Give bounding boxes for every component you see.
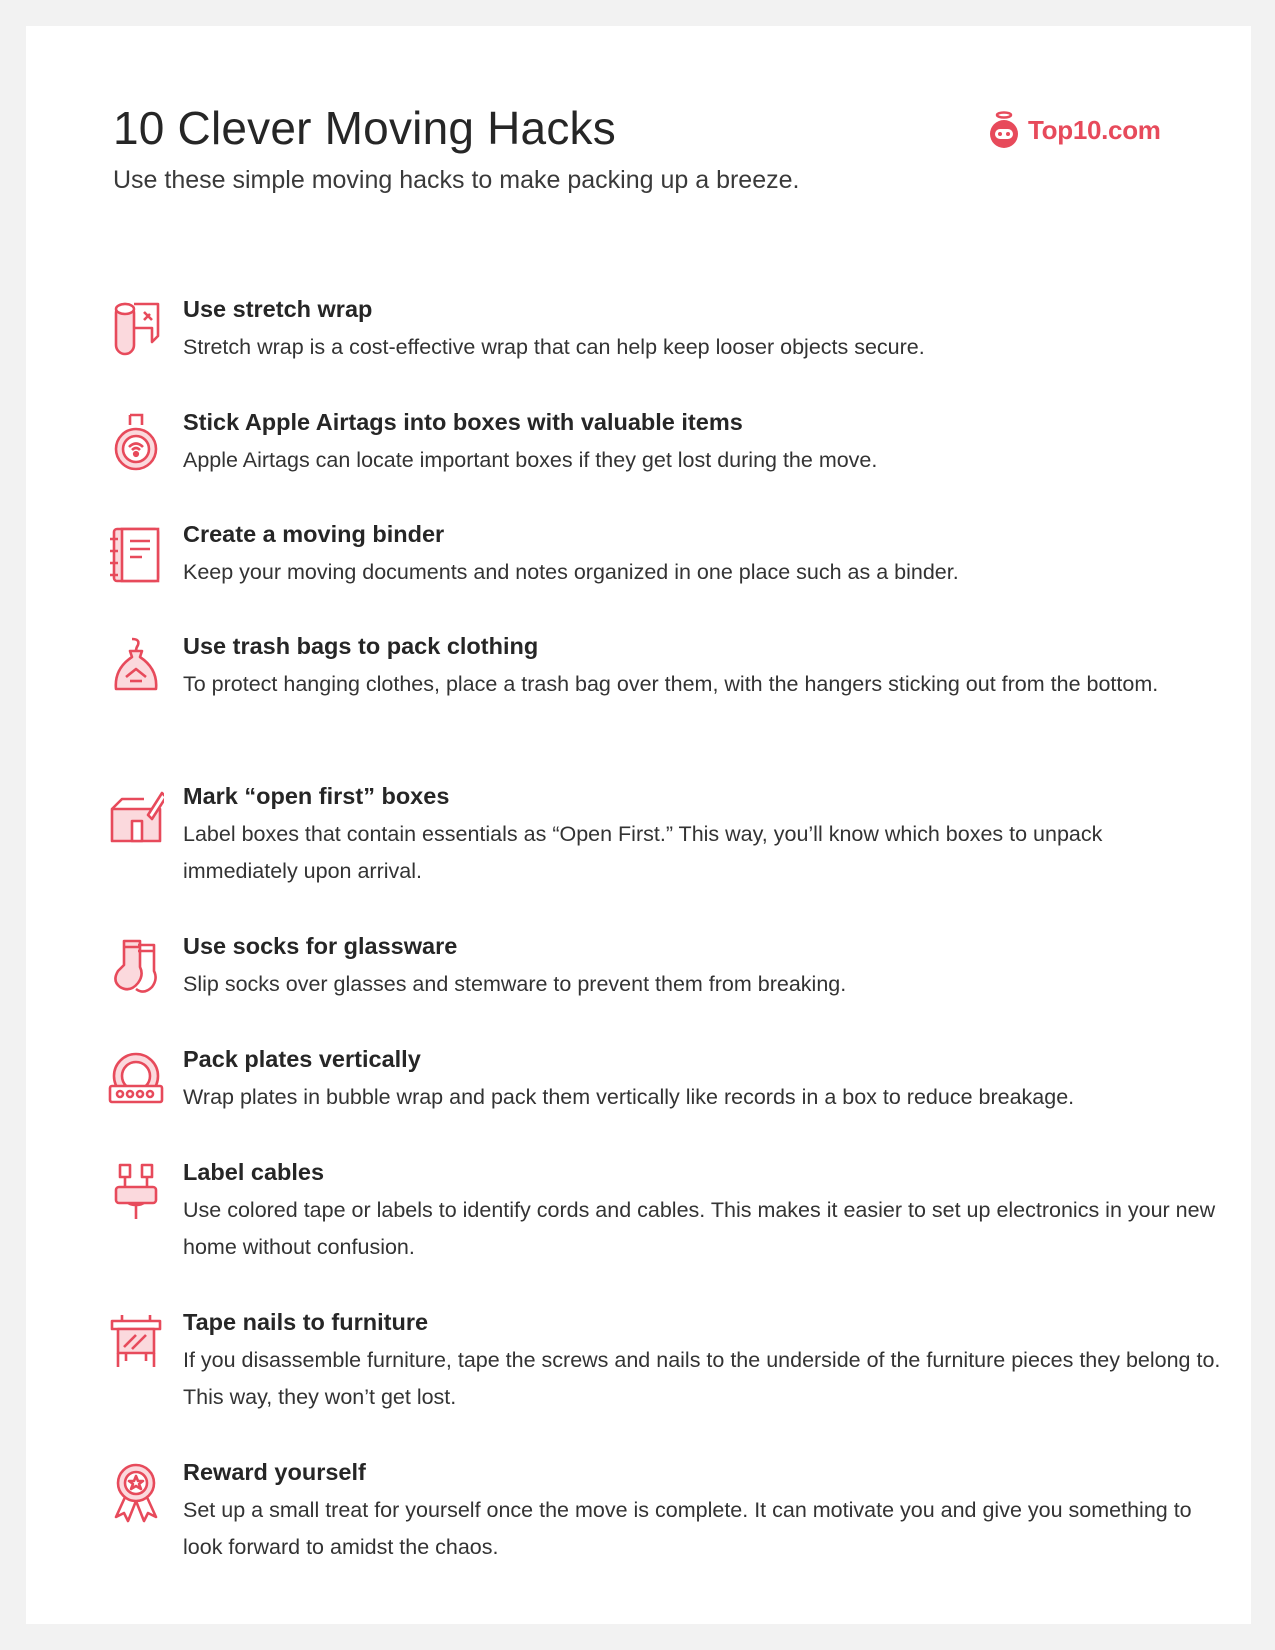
item-heading: Mark “open first” boxes [183,783,450,809]
document-page [26,26,1251,1624]
item-heading: Use socks for glassware [183,933,458,959]
item-heading: Use trash bags to pack clothing [183,633,539,659]
item-heading: Tape nails to furniture [183,1309,429,1335]
item-description: Wrap plates in bubble wrap and pack them vertically like records in a box to reduce breakage. [183,1084,1075,1109]
item-text [183,931,1223,1003]
item-heading: Stick Apple Airtags into boxes with valuable items [183,409,743,435]
item-heading: Label cables [183,1159,325,1185]
item-text [183,631,1223,703]
award-ribbon-icon [108,1461,164,1523]
item-text [183,1457,1223,1566]
trash-bag-icon [108,635,164,697]
item-heading: Create a moving binder [183,521,445,547]
page-title: 10 Clever Moving Hacks [113,102,616,154]
item-text [183,781,1223,890]
mascot-icon [986,110,1022,150]
socks-icon [108,935,164,997]
brand-name: Top10.com [1028,114,1161,145]
labeled-box-icon [108,785,164,847]
item-heading: Pack plates vertically [183,1046,421,1072]
item-text [183,1044,1223,1116]
item-description: To protect hanging clothes, place a trash bag over them, with the hangers sticking out from the bottom. [183,671,1159,696]
binder-icon [108,523,164,585]
plate-rack-icon [108,1048,164,1110]
item-text [183,519,1223,591]
airtag-icon [108,411,164,473]
item-heading: Use stretch wrap [183,296,373,322]
item-text [183,407,1223,479]
item-text [183,1307,1223,1416]
item-heading: Reward yourself [183,1459,366,1485]
item-text [183,294,1223,366]
stretch-wrap-roll-icon [108,298,164,360]
item-description: Keep your moving documents and notes organized in one place such as a binder. [183,559,959,584]
brand-logo[interactable] [986,110,1161,150]
item-description: Stretch wrap is a cost-effective wrap that can help keep looser objects secure. [183,334,925,359]
item-description: Label boxes that contain essentials as “Open First.” This way, you’ll know which boxes to unpack immediately upon arrival. [183,821,1103,883]
page-subtitle: Use these simple moving hacks to make packing up a breeze. [113,165,800,194]
item-description: Use colored tape or labels to identify cords and cables. This makes it easier to set up electronics in your new home without confusion. [183,1197,1216,1259]
cable-icon [108,1161,164,1223]
item-description: If you disassemble furniture, tape the screws and nails to the underside of the furniture pieces they belong to. This way, they won’t get lost. [183,1347,1221,1409]
item-description: Slip socks over glasses and stemware to prevent them from breaking. [183,971,847,996]
item-description: Set up a small treat for yourself once the move is complete. It can motivate you and give you something to look forward to amidst the chaos. [183,1497,1192,1559]
item-description: Apple Airtags can locate important boxes if they get lost during the move. [183,447,878,472]
furniture-icon [108,1311,164,1373]
item-text [183,1157,1223,1266]
